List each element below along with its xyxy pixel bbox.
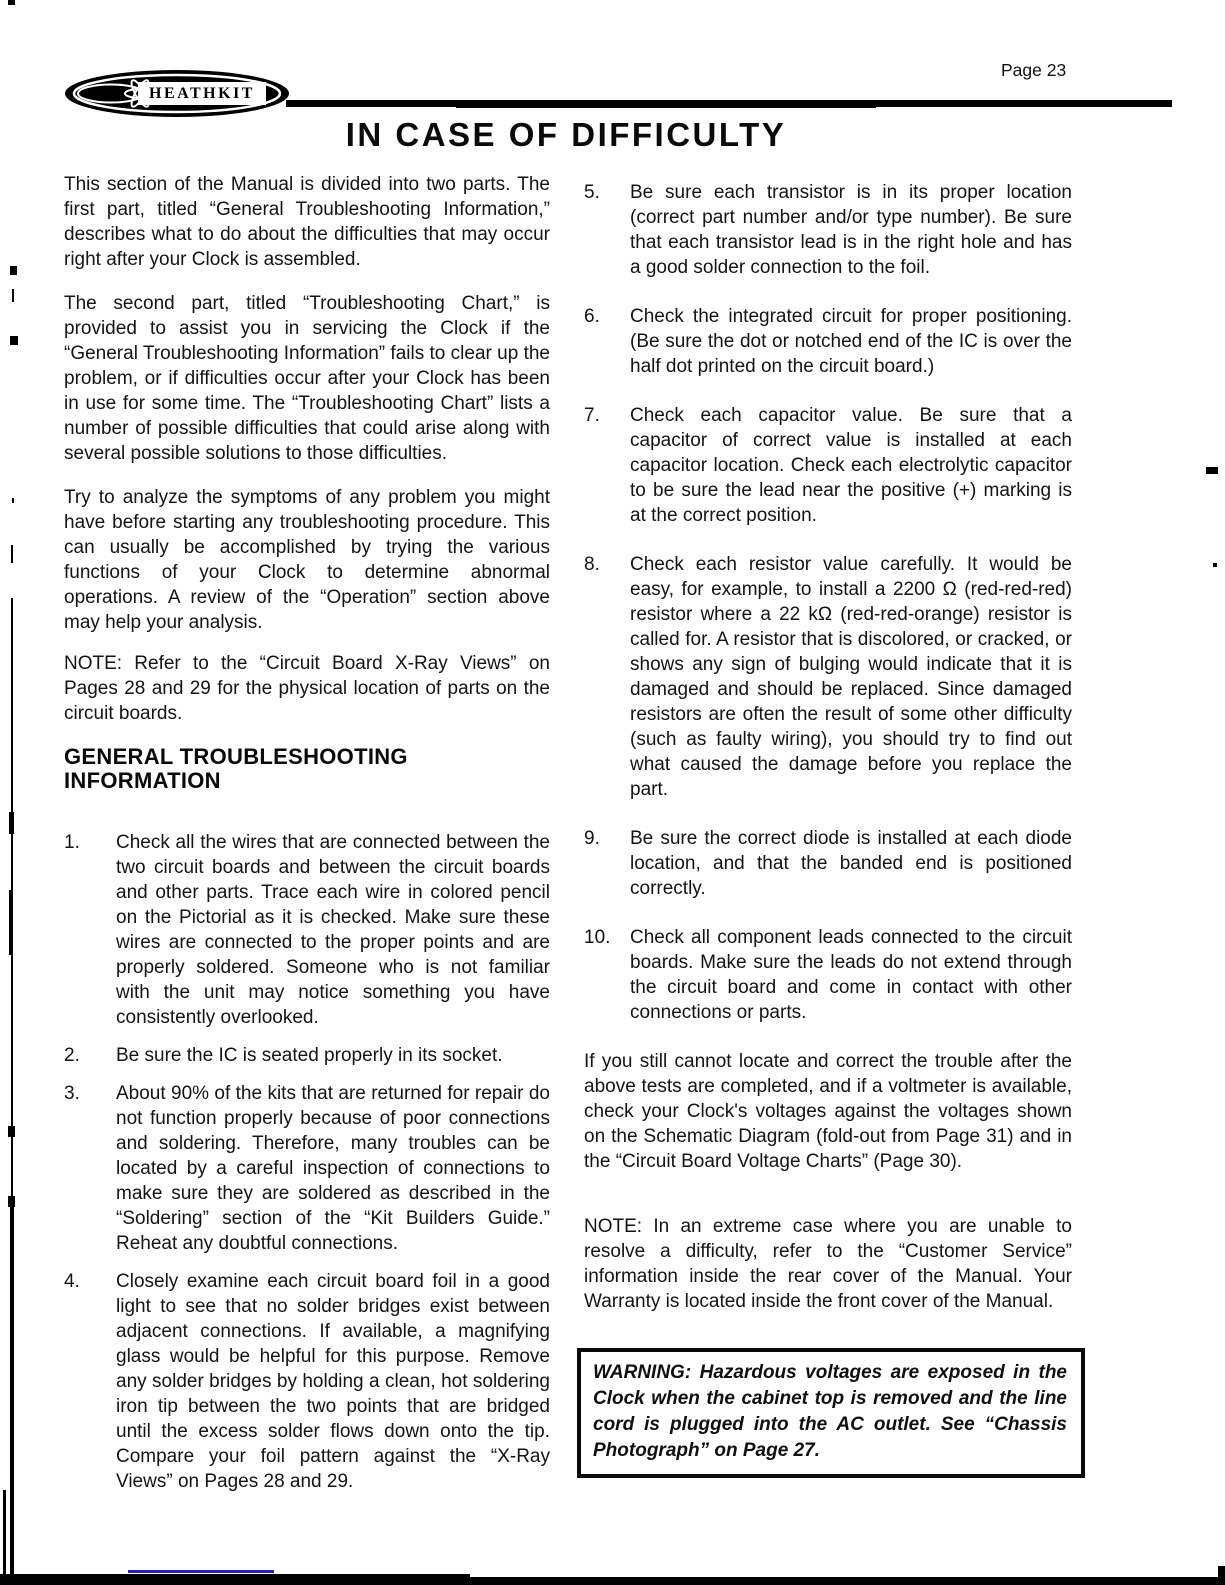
list-item <box>584 826 1072 901</box>
list-item <box>64 1043 550 1068</box>
page-number-label: Page 23 <box>1001 60 1067 80</box>
list-item-text: Be sure the correct diode is installed at each diode location, and that the banded end is positioned correctly. <box>630 828 1072 899</box>
list-item <box>584 552 1072 802</box>
scan-speck <box>8 1126 15 1137</box>
list-item-text: Be sure each transistor is in its proper location (correct part number and/or type number). Be sure that each transistor lead is in the right hole and has a good solder connection to the foil. <box>630 182 1072 278</box>
note-paragraph: NOTE: Refer to the “Circuit Board X-Ray Views” on Pages 28 and 29 for the physical location of parts on the circuit boards. <box>64 653 550 724</box>
warning-text: WARNING: Hazardous voltages are exposed in the Clock when the cabinet top is removed and the line cord is plugged into the AC outlet. See “Chassis Photograph” on Page 27. <box>593 1362 1067 1461</box>
scan-speck <box>8 0 15 5</box>
list-item-text: Check the integrated circuit for proper positioning. (Be sure the dot or notched end of the IC is over the half dot printed on the circuit board.) <box>630 306 1072 377</box>
list-item-text: Check all component leads connected to the circuit boards. Make sure the leads do not extend through the circuit board and come in contact with other connections or parts. <box>630 927 1072 1023</box>
scan-speck <box>1206 467 1218 474</box>
list-item-number: 7. <box>584 405 600 426</box>
section-heading: GENERAL TROUBLESHOOTING INFORMATION <box>64 744 408 793</box>
scan-line <box>10 1200 14 1585</box>
list-item <box>584 180 1072 280</box>
heathkit-logo-text: HEATHKIT <box>149 84 255 102</box>
list-item <box>584 403 1072 528</box>
scan-speck <box>9 890 13 955</box>
left-column <box>64 172 550 1507</box>
list-item-text: Be sure the IC is seated properly in its socket. <box>116 1045 503 1066</box>
list-item-text: Check all the wires that are connected between the two circuit boards and between the circuit boards and other parts. Trace each wire in colored pencil on the Pictorial as it is checked. Make sure these wires are connected to the proper points and are properly soldered. Someone who is not familiar with the unit may notice something you have consistently overlooked. <box>116 832 550 1028</box>
list-item-number: 8. <box>584 554 600 575</box>
page-title: IN CASE OF DIFFICULTY <box>345 116 787 153</box>
list-item-number: 1. <box>64 832 80 853</box>
scan-line <box>3 1490 6 1585</box>
paragraph: The second part, titled “Troubleshooting Chart,” is provided to assist you in servicing the Clock if the “General Troubleshooting Information” fails to clear up the problem, or if difficulties occur after your Clock has been in use for some time. The “Troubleshooting Chart” lists a number of possible difficulties that could arise along with several possible solutions to those difficulties. <box>64 293 550 464</box>
list-item-text: Check each capacitor value. Be sure that a capacitor of correct value is installed at each capacitor location. Check each electrolytic capacitor to be sure the lead near the positive (+) marking is at the correct position. <box>630 405 1072 526</box>
list-item <box>584 304 1072 379</box>
scan-speck <box>10 336 18 345</box>
list-item-text: Closely examine each circuit board foil in a good light to see that no solder bridges exist between adjacent connections. If available, a magnifying glass would be helpful for this purpose. Remove any solder bridges by holding a clean, hot soldering iron tip between the two points that are bridged until the excess solder flows down onto the tip. Compare your foil pattern against the “X-Ray Views” on Pages 28 and 29. <box>116 1271 550 1492</box>
paragraph: This section of the Manual is divided into two parts. The first part, titled “General Troubleshooting Information,” describes what to do about the difficulties that may occur right after your Clock is assembled. <box>64 174 550 270</box>
scan-speck <box>10 266 17 275</box>
scan-speck <box>9 812 14 834</box>
list-item-number: 10. <box>584 927 611 948</box>
list-item <box>64 830 550 1030</box>
list-item-text: Check each resistor value carefully. It would be easy, for example, to install a 2200 Ω (red-red-red) resistor where a 22 kΩ (red-red-orange) resistor is called for. A resistor that is discolored, or cracked, or shows any sign of bulging would indicate that it is damaged and should be replaced. Since damaged resistors are often the result of some other difficulty (such as faulty wiring), you should try to find out what caused the damage before you replace the part. <box>630 554 1072 800</box>
heathkit-logo <box>64 69 290 118</box>
page-bottom-edge <box>0 1577 1225 1585</box>
scan-speck <box>1213 563 1217 567</box>
list-item-number: 5. <box>584 182 600 203</box>
warning-box <box>577 1348 1085 1478</box>
list-item <box>584 925 1072 1025</box>
list-item-number: 6. <box>584 306 600 327</box>
scan-speck <box>12 289 14 302</box>
scan-blue-line <box>128 1570 274 1573</box>
paragraph: Try to analyze the symptoms of any problem you might have before starting any troubleshooting procedure. This can usually be accomplished by trying the various functions of your Clock to determine abnormal operations. A review of the “Operation” section above may help your analysis. <box>64 487 550 633</box>
list-item-number: 2. <box>64 1045 80 1066</box>
list-item <box>64 1081 550 1256</box>
header-rule <box>286 100 1172 107</box>
paragraph: If you still cannot locate and correct the trouble after the above tests are completed, and if a voltmeter is available, check your Clock's voltages against the voltages shown on the Schematic Diagram (fold-out from Page 31) and in the “Circuit Board Voltage Charts” (Page 30). <box>584 1051 1072 1172</box>
scan-line <box>11 545 13 563</box>
right-column <box>584 180 1072 1478</box>
list-item-number: 4. <box>64 1271 80 1292</box>
note-paragraph: NOTE: In an extreme case where you are unable to resolve a difficulty, refer to the “Customer Service” information inside the rear cover of the Manual. Your Warranty is located inside the front cover of the Manual. <box>584 1216 1072 1312</box>
list-item <box>64 1269 550 1494</box>
list-item-text: About 90% of the kits that are returned for repair do not function properly because of poor connections and soldering. Therefore, many troubles can be located by a careful inspection of connections to make sure they are soldered as described in the “Soldering” section of the “Kit Builders Guide.” Reheat any doubtful connections. <box>116 1083 550 1254</box>
scan-speck <box>12 498 14 503</box>
list-item-number: 3. <box>64 1083 80 1104</box>
list-item-number: 9. <box>584 828 600 849</box>
